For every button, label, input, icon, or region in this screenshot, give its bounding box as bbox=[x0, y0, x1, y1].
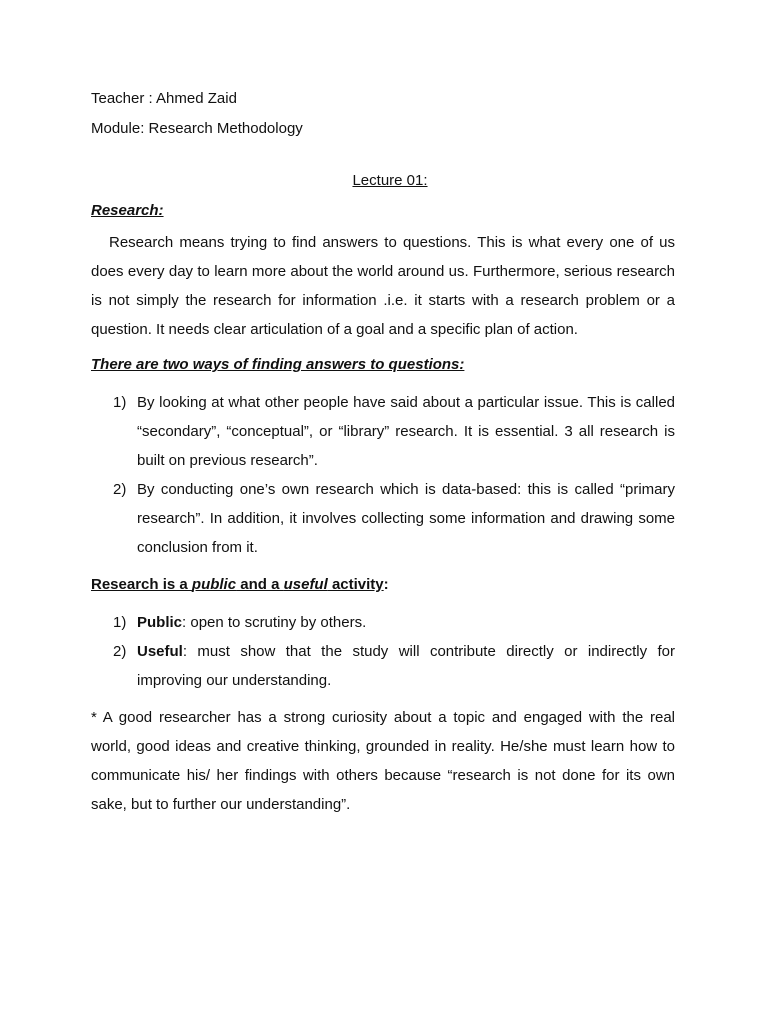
list-item bbox=[91, 608, 675, 637]
activity-heading-public: public bbox=[191, 576, 237, 593]
list-number: 1) bbox=[113, 394, 127, 411]
list-item bbox=[91, 388, 675, 475]
module-line: Module: Research Methodology bbox=[91, 120, 303, 137]
research-paragraph: Research means trying to find answers to questions. This is what every one of us does every day to learn more about the world around us. Furthermore, serious research is not simply the research for information .i.e. it starts with a research problem or a question. It needs clear articulation of a goal and a specific plan of action. bbox=[91, 234, 675, 338]
research-heading: Research: bbox=[91, 202, 164, 219]
activity-heading-text-2: and a bbox=[236, 576, 284, 593]
ways-heading: There are two ways of finding answers to questions: bbox=[91, 356, 465, 373]
activity-list bbox=[91, 608, 675, 695]
activity-heading-text-3: activity bbox=[327, 576, 384, 593]
activity-heading-useful: useful bbox=[283, 576, 328, 593]
list-item-text: : open to scrutiny by others. bbox=[182, 614, 367, 631]
list-item-term: Public bbox=[137, 614, 183, 631]
list-item-text: By looking at what other people have said about a particular issue. This is called “secondary”, “conceptual”, or “library” research. It is essential. 3 all research is built on previous research”. bbox=[137, 394, 675, 469]
activity-heading-underlined bbox=[91, 576, 384, 593]
list-item bbox=[91, 475, 675, 562]
activity-heading-text-1: Research is a bbox=[91, 576, 192, 593]
list-number: 2) bbox=[113, 481, 127, 498]
lecture-title: Lecture 01: bbox=[352, 172, 428, 189]
list-item bbox=[91, 637, 675, 695]
activity-heading-colon: : bbox=[383, 576, 389, 593]
activity-heading bbox=[91, 572, 675, 598]
list-number: 2) bbox=[113, 643, 127, 660]
list-number: 1) bbox=[113, 614, 127, 631]
teacher-line: Teacher : Ahmed Zaid bbox=[91, 90, 237, 107]
ways-list bbox=[91, 388, 675, 562]
list-item-term: Useful bbox=[137, 643, 183, 660]
researcher-note: * A good researcher has a strong curiosity about a topic and engaged with the real world, good ideas and creative thinking, grounded in reality. He/she must learn how to communicate his/ her findings with others because “research is not done for its own sake, but to further our understanding”. bbox=[91, 709, 675, 813]
list-item-text: By conducting one’s own research which is data-based: this is called “primary research”. In addition, it involves collecting some information and drawing some conclusion from it. bbox=[137, 481, 675, 556]
list-item-text: : must show that the study will contribute directly or indirectly for improving our understanding. bbox=[137, 643, 675, 689]
